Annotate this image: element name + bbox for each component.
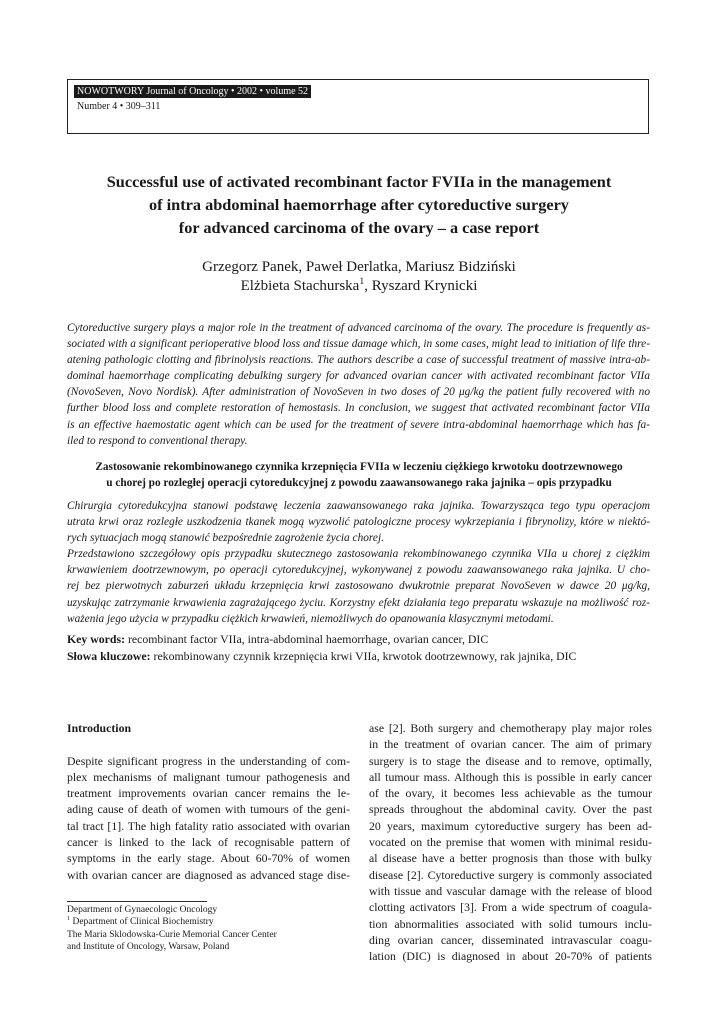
abstract-line: ważenia jego użycia w przypadku ciężkich krwawień, niemożliwych do opanowania klasycznymi metodami. — [67, 612, 554, 625]
title-line: for advanced carcinoma of the ovary – a case report — [178, 218, 540, 237]
abstract-line: Chirurgia cytoredukcyjna stanowi podstawę leczenia zaawansowanego raka jajnika. Towarzysząca tego typu operacjom — [67, 500, 650, 512]
abstract-line: iled to respond to conventional therapy. — [67, 434, 248, 447]
abstract-line: further blood loss and complete restoration of hemostasis. In conclusion, we suggest that activated recombinant factor VIIa — [67, 402, 650, 415]
footnote-institution-location: and Institute of Oncology, Warsaw, Poland — [67, 941, 230, 952]
abstract-english — [67, 320, 650, 449]
journal-header-box — [67, 79, 649, 134]
author-name: , Ryszard Krynicki — [364, 278, 478, 294]
body-line: tion abnormalities associated with solid tumours inclu- — [369, 916, 652, 931]
keywords-text: rekombinowany czynnik krzepnięcia krwi VIIa, krwotok dootrzewnowy, rak jajnika, DIC — [150, 649, 577, 663]
body-line: vocated on the premise that women with minimal residu- — [369, 835, 652, 850]
footnote-text: Department of Clinical Biochemistry — [70, 917, 214, 928]
journal-label: NOWOTWORY Journal of Oncology • 2002 • volume 52 — [74, 85, 311, 98]
abstract-line: rej bez pierwotnych zaburzeń układu krzepnięcia krwi zastosowano dwukrotnie preparat NovoSeven w dawce 20 μg/kg, — [67, 580, 650, 593]
body-line: al disease have a better prognosis than those with bulky — [369, 851, 652, 866]
body-line: spreads throughout the abdominal cavity. Over the past — [369, 802, 652, 817]
polish-title-line: Zastosowanie rekombinowanego czynnika krzepnięcia FVIIa w leczeniu ciężkiego krwotoku dootrzewnowego — [95, 461, 623, 473]
body-line: symptoms in the early stage. About 60-70% of women — [67, 851, 350, 866]
abstract-line: (NovoSeven, Novo Nordisk). After administration of NovoSeven in two doses of 20 μg/kg the patient fully recovered with no — [67, 386, 650, 399]
keywords-english — [67, 631, 650, 648]
abstract-line: Cytoreductive surgery plays a major role in the treatment of advanced carcinoma of the ovary. The procedure is frequently as- — [67, 322, 650, 334]
body-line: 20 years, maximum cytoreductive surgery has been ad- — [369, 818, 652, 833]
footnote-divider — [67, 901, 207, 902]
title-line: of intra abdominal haemorrhage after cytoreductive surgery — [149, 195, 569, 214]
abstract-line: Przedstawiono szczegółowy opis przypadku skutecznego zastosowania rekombinowanego czynnika VIIa u chorej z ciężkim — [67, 548, 650, 561]
abstract-line: atening pathologic clotting and fibrinolysis reactions. The authors describe a case of successful treatment of massive intra-ab- — [67, 354, 650, 367]
footnote-department: Department of Gynaecologic Oncology — [67, 905, 218, 915]
body-line: ding ovarian cancer, disseminated intravascular coagu- — [369, 932, 652, 947]
polish-title — [60, 459, 658, 491]
body-line: ading cause of death of women with tumours of the geni- — [67, 802, 350, 817]
authors-line-2 — [60, 277, 658, 296]
abstract-line: krwawieniem dootrzewnowym, po operacji cytoredukcyjnej, wykonywanej z powodu zaawansowanego raka jajnika. U cho- — [67, 564, 650, 577]
keywords-polish — [67, 648, 650, 665]
abstract-polish — [67, 498, 650, 627]
polish-title-line: u chorej po rozległej operacji cytoredukcyjnej z powodu zaawansowanego raka jajnika – opis przypadku — [106, 477, 612, 489]
body-line: tal tract [1]. The high fatality ratio associated with ovarian — [67, 818, 350, 833]
body-line: all tumour mass. Although this is possible in early cancer — [369, 769, 652, 784]
body-line: of the ovary, it becomes less achievable as the tumour — [369, 786, 652, 801]
article-title — [60, 170, 658, 239]
footnote-institution: The Maria Sklodowska-Curie Memorial Cancer Center — [67, 929, 277, 940]
body-line: with ovarian cancer are diagnosed as advanced stage dise- — [67, 867, 350, 882]
body-line: ase [2]. Both surgery and chemotherapy play major roles — [369, 721, 652, 735]
footnote-department-2 — [67, 916, 367, 928]
abstract-line: uzyskując zatrzymanie krwawienia zagrażającego życiu. Korzystny efekt działania tego preparatu wskazuje na możliwość roz- — [67, 596, 650, 609]
abstract-line: utrata krwi oraz rozległe uszkodzenia tkanek mogą wyzwolić patologiczne procesy wykrzepiania i fibrynolizy, które w niektó- — [67, 516, 650, 529]
column-left — [67, 720, 350, 883]
footnotes — [67, 904, 367, 953]
author-name: Elżbieta Stachurska — [240, 278, 360, 294]
body-line: Despite significant progress in the understanding of com- — [67, 753, 350, 768]
abstract-line: is an effective haemostatic agent which can be used for the treatment of severe intra-abdominal haemorrhage which has fa- — [67, 418, 650, 431]
keywords-text: recombinant factor VIIa, intra-abdominal haemorrhage, ovarian cancer, DIC — [125, 632, 489, 646]
body-line: cancer is linked to the lack of recognisable pattern of — [67, 835, 350, 850]
authors — [60, 258, 658, 296]
body-line: with tissue and vascular damage with the release of blood — [369, 883, 652, 898]
body-line: disease [2]. Cytoreductive surgery is commonly associated — [369, 867, 652, 882]
keywords-label: Key words: — [67, 632, 125, 646]
title-line: Successful use of activated recombinant factor FVIIa in the management — [106, 172, 612, 191]
section-heading: Introduction — [67, 721, 132, 735]
abstract-line: rych sytuacjach mogą stanowić bezpośrednie zagrożenie życia chorej. — [67, 532, 384, 545]
body-line: plex mechanisms of malignant tumour pathogenesis and — [67, 769, 350, 784]
body-line: lation (DIC) is diagnosed in about 20-70% of patients — [369, 949, 652, 964]
body-line: surgery is to stage the disease and to remove, optimally, — [369, 753, 652, 768]
affiliation-marker: 1 — [359, 276, 365, 287]
body-line: clotting activators [3]. From a wide spectrum of coagula- — [369, 900, 652, 915]
abstract-line: sociated with a significant perioperative blood loss and tissue damage which, in some cases, might lead to initiation of life thre- — [67, 338, 650, 351]
footnote-marker: 1 — [67, 916, 71, 923]
column-right — [369, 720, 652, 964]
authors-line-1: Grzegorz Panek, Paweł Derlatka, Mariusz Bidziński — [202, 259, 516, 275]
journal-issue: Number 4 • 309–311 — [77, 101, 161, 112]
keywords — [67, 631, 650, 665]
body-line: treatment improvements ovarian cancer remains the le- — [67, 786, 350, 801]
body-line: in the treatment of ovarian cancer. The aim of primary — [369, 737, 652, 752]
keywords-label: Słowa kluczowe: — [67, 649, 151, 663]
abstract-line: dominal haemorrhage complicating debulking surgery for advanced ovarian cancer with activated recombinant factor VIIa — [67, 370, 650, 383]
